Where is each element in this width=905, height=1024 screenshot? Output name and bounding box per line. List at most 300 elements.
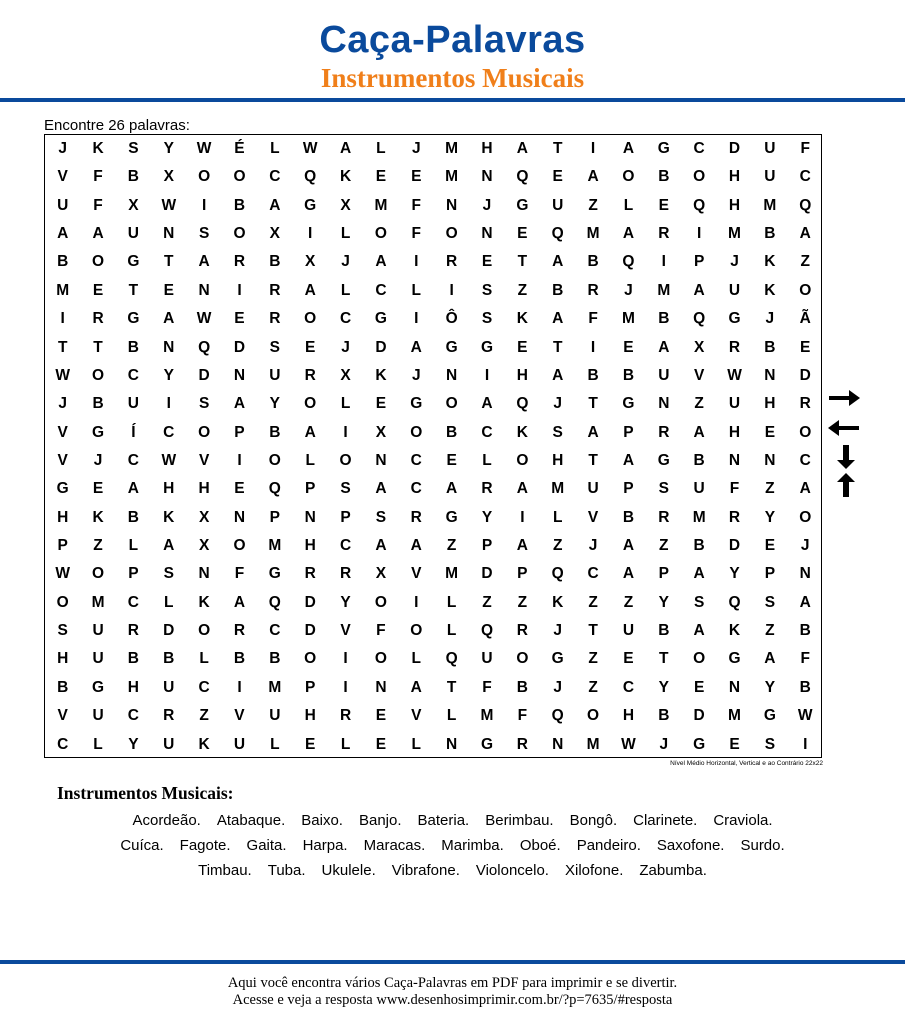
- grid-cell[interactable]: G: [56, 480, 69, 498]
- grid-cell[interactable]: J: [58, 395, 67, 413]
- grid-cell[interactable]: R: [269, 281, 281, 299]
- grid-cell[interactable]: N: [233, 508, 246, 526]
- grid-cell[interactable]: A: [552, 310, 564, 328]
- grid-cell[interactable]: A: [764, 650, 776, 668]
- grid-cell[interactable]: X: [269, 225, 280, 243]
- grid-cell[interactable]: S: [552, 423, 563, 441]
- grid-cell[interactable]: I: [449, 281, 454, 299]
- grid-cell[interactable]: V: [411, 565, 422, 583]
- grid-cell[interactable]: L: [411, 735, 421, 753]
- grid-cell[interactable]: G: [127, 253, 140, 271]
- grid-cell[interactable]: X: [163, 168, 174, 186]
- grid-cell[interactable]: M: [586, 225, 600, 243]
- grid-cell[interactable]: W: [161, 451, 177, 469]
- grid-cell[interactable]: U: [269, 707, 281, 725]
- grid-cell[interactable]: O: [374, 225, 387, 243]
- grid-cell[interactable]: R: [728, 508, 741, 526]
- grid-cell[interactable]: U: [728, 281, 741, 299]
- grid-cell[interactable]: R: [658, 508, 670, 526]
- grid-cell[interactable]: S: [57, 622, 68, 640]
- grid-cell[interactable]: U: [764, 140, 776, 157]
- grid-cell[interactable]: P: [57, 537, 68, 555]
- grid-cell[interactable]: U: [92, 707, 104, 725]
- grid-cell[interactable]: X: [375, 565, 387, 583]
- grid-cell[interactable]: U: [233, 735, 246, 753]
- grid-cell[interactable]: E: [552, 168, 563, 186]
- grid-cell[interactable]: D: [728, 537, 741, 555]
- grid-cell[interactable]: H: [57, 508, 69, 526]
- grid-cell[interactable]: A: [481, 395, 493, 413]
- grid-cell[interactable]: K: [375, 366, 387, 384]
- grid-cell[interactable]: I: [484, 366, 490, 384]
- grid-cell[interactable]: L: [270, 140, 280, 157]
- grid-cell[interactable]: P: [481, 537, 493, 555]
- grid-cell[interactable]: H: [198, 480, 210, 498]
- grid-cell[interactable]: G: [693, 735, 706, 753]
- grid-cell[interactable]: X: [375, 423, 387, 441]
- grid-cell[interactable]: Y: [764, 508, 776, 526]
- grid-cell[interactable]: B: [658, 622, 670, 640]
- grid-cell[interactable]: T: [446, 678, 457, 696]
- grid-cell[interactable]: C: [127, 593, 139, 611]
- grid-cell[interactable]: B: [587, 253, 599, 271]
- grid-cell[interactable]: E: [92, 281, 104, 299]
- grid-cell[interactable]: J: [553, 678, 563, 696]
- grid-cell[interactable]: F: [234, 565, 245, 583]
- grid-cell[interactable]: L: [340, 395, 351, 413]
- grid-cell[interactable]: E: [163, 281, 174, 299]
- grid-cell[interactable]: P: [269, 508, 280, 526]
- grid-cell[interactable]: C: [127, 707, 139, 725]
- grid-cell[interactable]: P: [693, 253, 705, 271]
- grid-cell[interactable]: F: [517, 707, 528, 725]
- grid-cell[interactable]: P: [340, 508, 351, 526]
- grid-cell[interactable]: L: [340, 281, 351, 299]
- grid-cell[interactable]: Q: [551, 707, 564, 725]
- grid-cell[interactable]: A: [269, 196, 281, 214]
- grid-cell[interactable]: X: [693, 338, 705, 356]
- grid-cell[interactable]: V: [340, 622, 351, 640]
- grid-cell[interactable]: Q: [693, 310, 706, 328]
- grid-cell[interactable]: T: [588, 622, 598, 640]
- grid-cell[interactable]: E: [623, 338, 634, 356]
- grid-cell[interactable]: M: [91, 593, 105, 611]
- grid-cell[interactable]: N: [552, 735, 564, 753]
- grid-cell[interactable]: S: [658, 480, 669, 498]
- grid-cell[interactable]: L: [376, 140, 386, 157]
- grid-cell[interactable]: P: [623, 423, 634, 441]
- grid-cell[interactable]: C: [693, 140, 705, 157]
- grid-cell[interactable]: N: [446, 735, 458, 753]
- grid-cell[interactable]: V: [198, 451, 210, 469]
- grid-cell[interactable]: N: [446, 366, 458, 384]
- grid-cell[interactable]: E: [481, 253, 493, 271]
- grid-cell[interactable]: Z: [623, 593, 634, 611]
- grid-cell[interactable]: A: [375, 253, 387, 271]
- grid-cell[interactable]: C: [269, 622, 281, 640]
- grid-cell[interactable]: Q: [799, 196, 812, 214]
- grid-cell[interactable]: K: [516, 423, 528, 441]
- grid-cell[interactable]: H: [127, 678, 139, 696]
- grid-cell[interactable]: L: [446, 622, 457, 640]
- grid-cell[interactable]: W: [727, 366, 742, 384]
- grid-cell[interactable]: I: [201, 196, 207, 214]
- grid-cell[interactable]: G: [92, 423, 105, 441]
- grid-cell[interactable]: S: [693, 593, 705, 611]
- grid-cell[interactable]: O: [56, 593, 69, 611]
- grid-cell[interactable]: G: [92, 678, 105, 696]
- grid-cell[interactable]: R: [728, 338, 741, 356]
- grid-cell[interactable]: G: [657, 451, 670, 469]
- grid-cell[interactable]: A: [622, 451, 635, 469]
- grid-cell[interactable]: L: [446, 593, 457, 611]
- grid-cell[interactable]: J: [800, 537, 810, 555]
- grid-cell[interactable]: H: [764, 395, 776, 413]
- grid-cell[interactable]: O: [410, 622, 423, 640]
- grid-cell[interactable]: N: [163, 225, 175, 243]
- grid-cell[interactable]: S: [340, 480, 351, 498]
- grid-cell[interactable]: N: [198, 565, 210, 583]
- grid-cell[interactable]: D: [728, 140, 741, 157]
- grid-cell[interactable]: B: [658, 168, 670, 186]
- grid-cell[interactable]: G: [268, 565, 281, 583]
- grid-cell[interactable]: C: [198, 678, 210, 696]
- grid-cell[interactable]: H: [622, 707, 635, 725]
- grid-cell[interactable]: V: [57, 707, 68, 725]
- grid-cell[interactable]: Y: [764, 678, 776, 696]
- grid-cell[interactable]: M: [445, 168, 459, 186]
- grid-cell[interactable]: U: [658, 366, 670, 384]
- grid-cell[interactable]: E: [234, 310, 245, 328]
- grid-cell[interactable]: M: [268, 537, 282, 555]
- grid-cell[interactable]: M: [692, 508, 706, 526]
- grid-cell[interactable]: A: [92, 225, 104, 243]
- grid-cell[interactable]: C: [587, 565, 599, 583]
- grid-cell[interactable]: X: [198, 508, 210, 526]
- grid-cell[interactable]: R: [233, 622, 246, 640]
- grid-cell[interactable]: O: [516, 451, 529, 469]
- grid-cell[interactable]: B: [658, 310, 670, 328]
- grid-cell[interactable]: L: [305, 451, 315, 469]
- grid-cell[interactable]: K: [516, 310, 528, 328]
- grid-cell[interactable]: G: [445, 508, 458, 526]
- grid-cell[interactable]: E: [729, 735, 740, 753]
- grid-cell[interactable]: B: [622, 366, 635, 384]
- grid-cell[interactable]: N: [728, 451, 741, 469]
- grid-cell[interactable]: B: [57, 678, 69, 696]
- grid-cell[interactable]: E: [658, 196, 669, 214]
- grid-cell[interactable]: N: [304, 508, 316, 526]
- grid-cell[interactable]: B: [587, 366, 599, 384]
- grid-cell[interactable]: X: [198, 537, 210, 555]
- grid-cell[interactable]: A: [658, 338, 670, 356]
- grid-cell[interactable]: S: [198, 395, 210, 413]
- grid-cell[interactable]: O: [374, 593, 387, 611]
- grid-cell[interactable]: E: [623, 650, 634, 668]
- grid-cell[interactable]: W: [55, 366, 70, 384]
- grid-cell[interactable]: K: [198, 593, 210, 611]
- grid-cell[interactable]: A: [163, 537, 175, 555]
- grid-cell[interactable]: J: [341, 253, 350, 271]
- grid-cell[interactable]: R: [339, 565, 352, 583]
- grid-cell[interactable]: D: [198, 366, 210, 384]
- grid-cell[interactable]: O: [304, 650, 317, 668]
- grid-cell[interactable]: S: [764, 735, 776, 753]
- grid-cell[interactable]: N: [375, 451, 387, 469]
- grid-cell[interactable]: W: [196, 310, 212, 328]
- grid-cell[interactable]: A: [410, 537, 422, 555]
- grid-cell[interactable]: B: [446, 423, 458, 441]
- grid-cell[interactable]: E: [375, 168, 387, 186]
- grid-cell[interactable]: H: [57, 650, 69, 668]
- grid-cell[interactable]: K: [764, 253, 776, 271]
- grid-cell[interactable]: B: [622, 508, 635, 526]
- grid-cell[interactable]: E: [375, 735, 387, 753]
- grid-cell[interactable]: I: [661, 253, 666, 271]
- grid-cell[interactable]: V: [57, 451, 68, 469]
- grid-cell[interactable]: L: [270, 735, 280, 753]
- grid-cell[interactable]: O: [799, 508, 812, 526]
- grid-cell[interactable]: M: [728, 225, 741, 243]
- grid-cell[interactable]: X: [340, 196, 351, 214]
- grid-cell[interactable]: O: [587, 707, 600, 725]
- grid-cell[interactable]: C: [799, 168, 811, 186]
- grid-cell[interactable]: E: [305, 735, 316, 753]
- grid-cell[interactable]: B: [57, 253, 69, 271]
- grid-cell[interactable]: A: [57, 225, 69, 243]
- grid-cell[interactable]: A: [233, 395, 246, 413]
- grid-cell[interactable]: O: [339, 451, 352, 469]
- grid-cell[interactable]: A: [693, 622, 705, 640]
- grid-cell[interactable]: U: [764, 168, 776, 186]
- grid-cell[interactable]: Z: [552, 537, 563, 555]
- grid-cell[interactable]: A: [127, 480, 139, 498]
- grid-cell[interactable]: É: [234, 140, 245, 157]
- grid-cell[interactable]: B: [233, 196, 246, 214]
- grid-cell[interactable]: O: [92, 366, 105, 384]
- grid-cell[interactable]: Y: [269, 395, 280, 413]
- grid-cell[interactable]: Y: [163, 366, 174, 384]
- grid-cell[interactable]: R: [304, 366, 316, 384]
- grid-cell[interactable]: K: [728, 622, 741, 640]
- grid-cell[interactable]: A: [233, 593, 246, 611]
- grid-cell[interactable]: S: [481, 310, 493, 328]
- grid-cell[interactable]: M: [551, 480, 565, 498]
- grid-cell[interactable]: U: [728, 395, 741, 413]
- grid-cell[interactable]: O: [92, 565, 105, 583]
- grid-cell[interactable]: X: [340, 366, 351, 384]
- grid-cell[interactable]: O: [799, 281, 812, 299]
- grid-cell[interactable]: V: [57, 168, 68, 186]
- grid-cell[interactable]: Z: [93, 537, 103, 555]
- grid-cell[interactable]: E: [446, 451, 457, 469]
- grid-cell[interactable]: C: [163, 423, 175, 441]
- grid-cell[interactable]: S: [128, 140, 139, 157]
- grid-cell[interactable]: R: [339, 707, 352, 725]
- grid-cell[interactable]: Z: [517, 281, 528, 299]
- grid-cell[interactable]: O: [198, 423, 211, 441]
- grid-cell[interactable]: E: [411, 168, 422, 186]
- grid-cell[interactable]: K: [764, 281, 776, 299]
- grid-cell[interactable]: A: [516, 537, 528, 555]
- grid-cell[interactable]: B: [233, 650, 246, 668]
- grid-cell[interactable]: K: [339, 168, 352, 186]
- grid-cell[interactable]: Z: [588, 650, 598, 668]
- grid-cell[interactable]: L: [164, 593, 174, 611]
- grid-cell[interactable]: S: [481, 281, 493, 299]
- grid-cell[interactable]: Z: [765, 480, 775, 498]
- grid-cell[interactable]: Q: [445, 650, 458, 668]
- grid-cell[interactable]: X: [305, 253, 316, 271]
- grid-cell[interactable]: G: [480, 735, 494, 753]
- grid-cell[interactable]: G: [728, 310, 741, 328]
- grid-cell[interactable]: K: [92, 140, 104, 157]
- grid-cell[interactable]: J: [730, 253, 739, 271]
- grid-cell[interactable]: S: [198, 225, 210, 243]
- grid-cell[interactable]: G: [480, 338, 494, 356]
- grid-cell[interactable]: I: [803, 735, 808, 753]
- grid-cell[interactable]: B: [127, 508, 139, 526]
- grid-cell[interactable]: A: [622, 140, 635, 157]
- grid-cell[interactable]: J: [482, 196, 492, 214]
- grid-cell[interactable]: H: [552, 451, 564, 469]
- grid-cell[interactable]: O: [198, 168, 211, 186]
- grid-cell[interactable]: Q: [622, 253, 635, 271]
- grid-cell[interactable]: U: [622, 622, 635, 640]
- grid-cell[interactable]: Z: [659, 537, 669, 555]
- grid-cell[interactable]: Ã: [799, 310, 811, 328]
- grid-cell[interactable]: Z: [517, 593, 528, 611]
- grid-cell[interactable]: G: [516, 196, 529, 214]
- grid-cell[interactable]: F: [588, 310, 598, 328]
- grid-cell[interactable]: F: [411, 225, 421, 243]
- grid-cell[interactable]: R: [304, 565, 316, 583]
- grid-cell[interactable]: D: [481, 565, 493, 583]
- grid-cell[interactable]: E: [764, 423, 776, 441]
- grid-cell[interactable]: A: [587, 168, 599, 186]
- grid-cell[interactable]: C: [622, 678, 635, 696]
- grid-cell[interactable]: M: [480, 707, 494, 725]
- grid-cell[interactable]: P: [623, 480, 634, 498]
- grid-cell[interactable]: M: [586, 735, 600, 753]
- grid-cell[interactable]: I: [60, 310, 65, 328]
- grid-cell[interactable]: T: [57, 338, 68, 356]
- grid-cell[interactable]: I: [414, 310, 419, 328]
- grid-cell[interactable]: I: [343, 650, 348, 668]
- grid-cell[interactable]: B: [799, 678, 811, 696]
- grid-cell[interactable]: F: [93, 168, 103, 186]
- grid-cell[interactable]: F: [411, 196, 421, 214]
- grid-cell[interactable]: U: [552, 196, 564, 214]
- grid-cell[interactable]: R: [163, 707, 175, 725]
- grid-cell[interactable]: B: [269, 423, 281, 441]
- grid-cell[interactable]: E: [693, 678, 705, 696]
- grid-cell[interactable]: A: [552, 366, 564, 384]
- grid-cell[interactable]: O: [693, 650, 706, 668]
- grid-cell[interactable]: O: [445, 395, 458, 413]
- grid-cell[interactable]: E: [517, 225, 528, 243]
- grid-cell[interactable]: V: [411, 707, 422, 725]
- grid-cell[interactable]: L: [128, 537, 139, 555]
- grid-cell[interactable]: Z: [199, 707, 209, 725]
- grid-cell[interactable]: A: [339, 140, 352, 157]
- grid-cell[interactable]: R: [410, 508, 422, 526]
- grid-cell[interactable]: F: [376, 622, 386, 640]
- grid-cell[interactable]: L: [446, 707, 457, 725]
- grid-cell[interactable]: Ô: [445, 310, 458, 328]
- grid-cell[interactable]: B: [693, 451, 705, 469]
- grid-cell[interactable]: E: [517, 338, 528, 356]
- grid-cell[interactable]: H: [304, 707, 316, 725]
- grid-cell[interactable]: O: [233, 168, 246, 186]
- grid-cell[interactable]: R: [269, 310, 281, 328]
- grid-cell[interactable]: P: [305, 678, 316, 696]
- grid-cell[interactable]: O: [92, 253, 105, 271]
- grid-cell[interactable]: V: [587, 508, 599, 526]
- grid-cell[interactable]: N: [163, 338, 175, 356]
- grid-cell[interactable]: V: [234, 707, 245, 725]
- grid-cell[interactable]: R: [516, 735, 528, 753]
- grid-cell[interactable]: A: [799, 225, 811, 243]
- grid-cell[interactable]: Q: [480, 622, 494, 640]
- grid-cell[interactable]: J: [58, 140, 67, 157]
- grid-cell[interactable]: R: [516, 622, 528, 640]
- grid-cell[interactable]: O: [233, 225, 246, 243]
- grid-cell[interactable]: Q: [693, 196, 706, 214]
- grid-cell[interactable]: W: [196, 140, 212, 157]
- grid-cell[interactable]: I: [166, 395, 171, 413]
- grid-cell[interactable]: D: [304, 622, 316, 640]
- grid-cell[interactable]: T: [552, 338, 563, 356]
- grid-cell[interactable]: C: [339, 537, 352, 555]
- grid-cell[interactable]: J: [411, 366, 421, 384]
- grid-cell[interactable]: L: [552, 508, 563, 526]
- grid-cell[interactable]: E: [764, 537, 776, 555]
- grid-cell[interactable]: J: [553, 395, 563, 413]
- grid-cell[interactable]: S: [375, 508, 387, 526]
- grid-cell[interactable]: A: [693, 565, 705, 583]
- grid-cell[interactable]: V: [57, 423, 68, 441]
- grid-cell[interactable]: C: [339, 310, 352, 328]
- grid-cell[interactable]: S: [764, 593, 776, 611]
- grid-cell[interactable]: Z: [765, 622, 775, 640]
- grid-cell[interactable]: U: [481, 650, 493, 668]
- grid-cell[interactable]: M: [763, 196, 777, 214]
- grid-cell[interactable]: T: [128, 281, 139, 299]
- grid-cell[interactable]: J: [411, 140, 421, 157]
- grid-cell[interactable]: H: [728, 168, 741, 186]
- grid-cell[interactable]: F: [482, 678, 492, 696]
- grid-cell[interactable]: F: [800, 140, 810, 157]
- grid-cell[interactable]: O: [304, 395, 317, 413]
- grid-cell[interactable]: E: [92, 480, 104, 498]
- grid-cell[interactable]: B: [516, 678, 528, 696]
- grid-cell[interactable]: I: [520, 508, 525, 526]
- grid-cell[interactable]: P: [764, 565, 776, 583]
- grid-cell[interactable]: E: [375, 395, 387, 413]
- grid-cell[interactable]: K: [552, 593, 564, 611]
- grid-cell[interactable]: Q: [516, 395, 529, 413]
- grid-cell[interactable]: R: [446, 253, 458, 271]
- grid-cell[interactable]: Q: [268, 480, 281, 498]
- grid-cell[interactable]: U: [693, 480, 705, 498]
- grid-cell[interactable]: O: [233, 537, 246, 555]
- grid-cell[interactable]: C: [375, 281, 387, 299]
- grid-cell[interactable]: E: [305, 338, 316, 356]
- grid-cell[interactable]: M: [728, 707, 741, 725]
- grid-cell[interactable]: J: [588, 537, 598, 555]
- grid-cell[interactable]: B: [127, 168, 139, 186]
